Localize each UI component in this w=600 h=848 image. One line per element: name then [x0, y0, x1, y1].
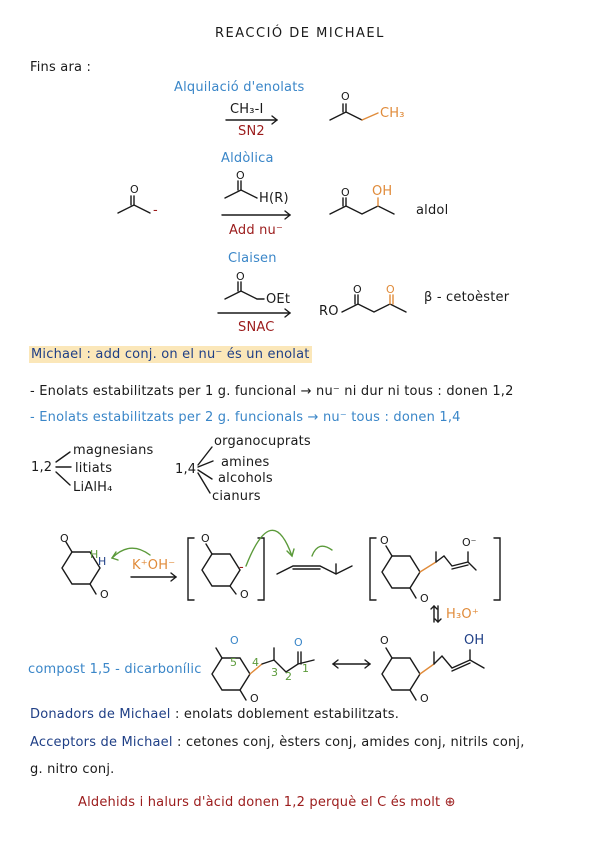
- claisen-condition: SNAC: [238, 320, 275, 335]
- note-1: - Enolats estabilitzats per 1 g. funcional → nu⁻ ni dur ni tous : donen 1,2: [30, 384, 514, 399]
- chain-number: 2: [285, 670, 292, 683]
- enolate-oxygen: O: [201, 532, 210, 545]
- aldol-product-oxygen: O: [341, 186, 350, 199]
- aldol-reagent-suffix: H(R): [259, 191, 289, 206]
- group-14-item: organocuprats: [214, 434, 311, 449]
- group-14-label: 1,4: [175, 462, 197, 477]
- group-14-item: amines: [221, 455, 270, 470]
- group-12-item: magnesians: [73, 443, 154, 458]
- dione-oxygen: O: [60, 532, 69, 545]
- claisen-product-name: β - cetoèster: [424, 290, 510, 305]
- donors-label: Donadors de Michael: [30, 707, 171, 722]
- acceptors-line: [30, 735, 525, 750]
- product-oxygen: O: [380, 534, 389, 547]
- aldol-reagent-oxygen: O: [236, 169, 245, 182]
- base-label: K⁺OH⁻: [132, 558, 176, 573]
- claisen-product-oxygen: O: [353, 283, 362, 296]
- chain-number: 4: [252, 656, 259, 669]
- chain-number: 3: [271, 666, 278, 679]
- alpha-hydrogen: H: [90, 548, 99, 561]
- acceptors-label: Acceptors de Michael: [30, 735, 173, 750]
- alpha-hydrogen2: H: [98, 555, 107, 568]
- chain-number: 5: [230, 656, 237, 669]
- aldol-name: Aldòlica: [221, 151, 274, 166]
- alkylation-oxygen: O: [341, 90, 350, 103]
- acceptors-text: : cetones conj, èsters conj, amides conj, nitrils conj,: [177, 735, 525, 750]
- workup-label: H₃O⁺: [446, 607, 479, 622]
- group-14-item: alcohols: [218, 471, 273, 486]
- final-oxygen: O: [294, 636, 303, 649]
- claisen-name: Claisen: [228, 251, 277, 266]
- acceptors-text2: g. nitro conj.: [30, 762, 115, 777]
- alkylation-product-label: CH₃: [380, 106, 405, 121]
- product-enolate-oxygen: O⁻: [462, 536, 477, 549]
- aldol-product-name: aldol: [416, 203, 449, 218]
- dione-oxygen: O: [100, 588, 109, 601]
- alkylation-condition: SN2: [238, 124, 265, 139]
- enol-oxygen: O: [420, 692, 429, 705]
- group-14-item: cianurs: [212, 489, 261, 504]
- note-2: - Enolats estabilitzats per 2 g. funcionals → nu⁻ tous : donen 1,4: [30, 410, 461, 425]
- group-12-item: LiAlH₄: [73, 480, 113, 495]
- claisen-reagent-suffix: OEt: [266, 292, 291, 307]
- chain-number: 1: [302, 662, 309, 675]
- compost-label: compost 1,5 - dicarbonílic: [28, 662, 202, 677]
- product-oxygen: O: [420, 592, 429, 605]
- final-oxygen: O: [230, 634, 239, 647]
- final-oxygen: O: [250, 692, 259, 705]
- donors-line: [30, 707, 399, 722]
- group-12-label: 1,2: [31, 460, 53, 475]
- claisen-product-prefix: RO: [319, 304, 339, 319]
- start-oxygen: O: [130, 183, 139, 196]
- footer-note: Aldehids i halurs d'àcid donen 1,2 perquè el C és molt ⊕: [78, 795, 456, 810]
- aldol-product-oh: OH: [372, 184, 393, 199]
- carbanion-charge: -: [239, 560, 244, 575]
- enolate-charge: -: [153, 203, 158, 218]
- group-12-item: litiats: [75, 461, 113, 476]
- alkylation-name: Alquilació d'enolats: [174, 80, 305, 95]
- page-title: REACCIÓ DE MICHAEL: [215, 26, 385, 41]
- intro-label: Fins ara :: [30, 60, 92, 75]
- alkylation-reagent: CH₃-I: [230, 102, 264, 117]
- claisen-reagent-oxygen: O: [236, 270, 245, 283]
- michael-definition: Michael : add conj. on el nu⁻ és un enolat: [31, 347, 310, 362]
- aldol-condition: Add nu⁻: [229, 223, 284, 238]
- donors-text: : enolats doblement estabilitzats.: [174, 707, 400, 722]
- claisen-product-oxygen2: O: [386, 283, 395, 296]
- enolate-oxygen: O: [240, 588, 249, 601]
- enol-oxygen: O: [380, 634, 389, 647]
- enol-oh: OH: [464, 633, 485, 648]
